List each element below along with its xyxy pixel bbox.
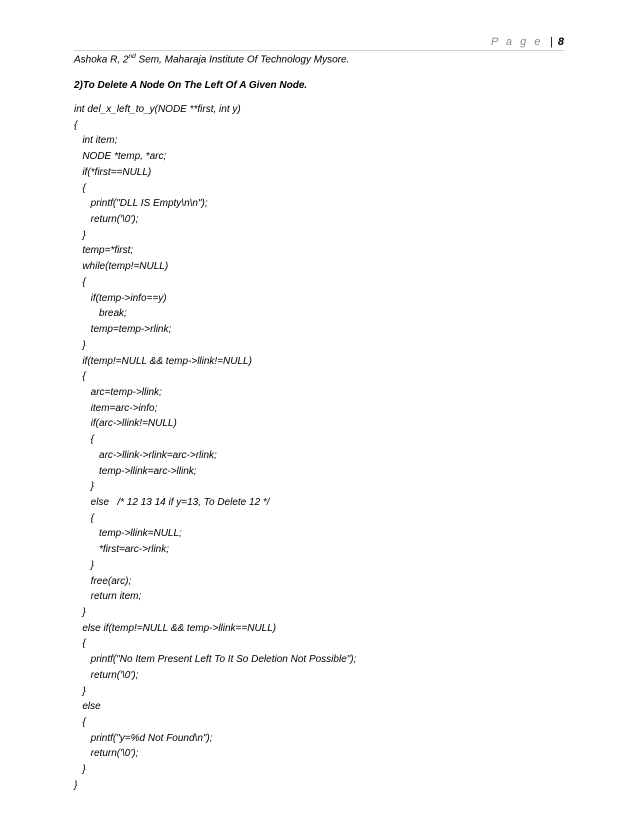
code-line: } <box>74 685 86 697</box>
code-line: } <box>74 481 95 493</box>
code-line: temp=temp->rlink; <box>74 324 172 336</box>
code-line: NODE *temp, *arc; <box>74 151 167 163</box>
code-line: else if(temp!=NULL && temp->llink==NULL) <box>74 622 277 634</box>
code-line: temp->llink=NULL; <box>74 528 182 540</box>
code-line: int del_x_left_to_y(NODE **first, int y) <box>74 104 241 115</box>
code-line: printf("DLL IS Empty\n\n"); <box>74 198 208 210</box>
code-line: if(temp!=NULL && temp->llink!=NULL) <box>74 355 252 367</box>
code-line: } <box>74 779 78 791</box>
author-suffix: Sem, Maharaja Institute Of Technology Mysore. <box>135 54 350 66</box>
code-line: arc=temp->llink; <box>74 386 162 398</box>
code-line: { <box>74 371 86 383</box>
code-line: if(temp->info==y) <box>74 292 167 304</box>
header-divider <box>74 50 564 51</box>
code-line: } <box>74 559 95 571</box>
page-number-value: 8 <box>557 36 564 48</box>
code-line: return('\0'); <box>74 669 139 681</box>
code-line: { <box>74 512 95 524</box>
code-line: } <box>74 607 86 618</box>
page-separator: | <box>549 36 553 48</box>
code-line: { <box>74 276 86 288</box>
code-line: { <box>74 638 86 650</box>
code-line: return('\0'); <box>74 214 139 226</box>
code-line: } <box>74 229 86 241</box>
code-line: } <box>74 764 86 776</box>
code-line: } <box>74 339 86 351</box>
code-line: item=arc->info; <box>74 402 158 414</box>
code-line: printf("y=%d Not Found\n"); <box>74 732 213 744</box>
code-line: temp->llink=arc->llink; <box>74 465 197 477</box>
code-line: return item; <box>74 591 142 603</box>
code-line: printf("No Item Present Left To It So Deletion Not Possible"); <box>74 654 357 666</box>
code-line: { <box>74 182 86 194</box>
code-block <box>74 102 356 794</box>
code-line: else /* 12 13 14 if y=13, To Delete 12 */ <box>74 496 270 508</box>
code-line: { <box>74 717 86 729</box>
code-line: { <box>74 434 95 446</box>
code-line: return('\0'); <box>74 748 139 760</box>
section-title: 2)To Delete A Node On The Left Of A Given Node. <box>74 80 308 91</box>
author-ordinal: nd <box>128 53 136 60</box>
code-line: free(arc); <box>74 575 132 587</box>
page-number <box>491 36 564 48</box>
code-line: if(*first==NULL) <box>74 166 152 178</box>
code-line: if(arc->llink!=NULL) <box>74 418 177 430</box>
page-label: P a g e <box>490 36 543 48</box>
author-line <box>74 53 349 65</box>
code-line: { <box>74 119 78 131</box>
code-line: while(temp!=NULL) <box>74 261 169 273</box>
code-line: *first=arc->rlink; <box>74 544 170 556</box>
code-line: break; <box>74 308 127 320</box>
code-line: else <box>74 701 101 713</box>
code-line: temp=*first; <box>74 245 134 257</box>
code-line: arc->llink->rlink=arc->rlink; <box>74 449 217 461</box>
code-line: int item; <box>74 135 118 147</box>
author-prefix: Ashoka R, 2 <box>74 54 129 66</box>
